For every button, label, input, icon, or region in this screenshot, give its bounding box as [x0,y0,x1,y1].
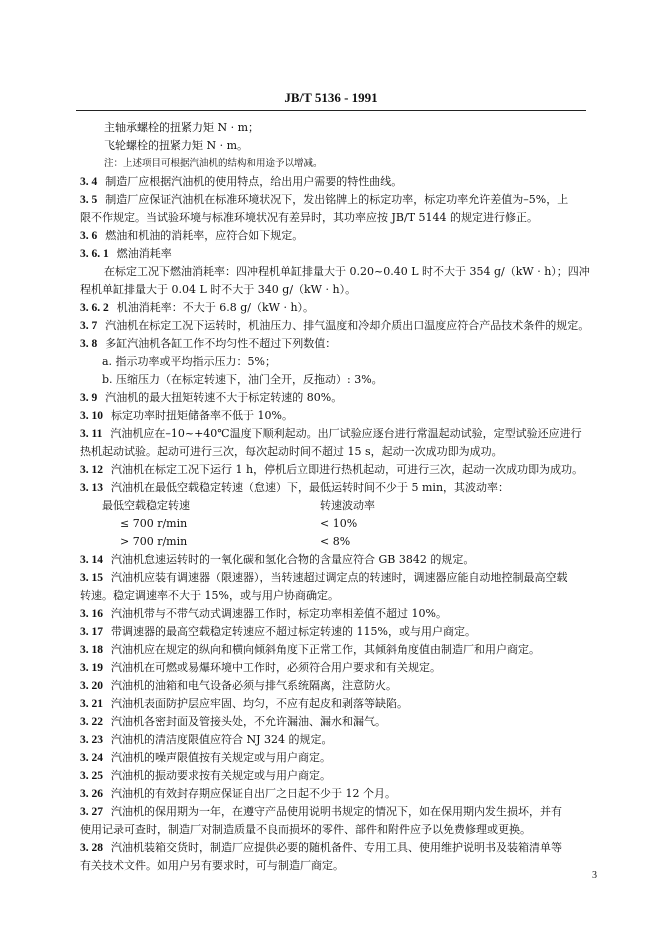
clause-3-5 [80,191,600,209]
clause-3-4 [80,173,600,191]
clause-3-21 [80,695,600,713]
clause-text: 标定功率时扭矩储备率不低于 10%。 [111,409,293,422]
clause-3-28 [80,839,600,857]
clause-text: 制造厂应根据汽油机的使用特点，给出用户需要的特性曲线。 [105,175,403,188]
clause-3-24 [80,749,600,767]
clause-number: 3. 20 [80,680,103,692]
table-row [80,533,600,551]
clause-text: 汽油机怠速运转时的一氧化碳和氢化合物的含量应符合 GB 3842 的规定。 [111,553,475,566]
clause-3-10 [80,407,600,425]
clause-number: 3. 13 [80,482,103,494]
clause-text: 汽油机在可燃或易爆环境中工作时，必须符合用户要求和有关规定。 [111,661,441,674]
clause-3-20 [80,677,600,695]
clause-text: 汽油机应装有调速器（限速器），当转速超过调定点的转速时，调速器应能自动地控制最高空载 [111,571,568,584]
clause-number: 3. 23 [80,734,103,746]
clause-3-6-2 [80,299,600,317]
clause-number: 3. 10 [80,410,103,422]
table-header-speed: 最低空载稳定转速 [102,499,190,512]
clause-number: 3. 22 [80,716,103,728]
note-text: 注：上述项目可根据汽油机的结构和用途予以增减。 [104,158,323,169]
clause-text: 在标定工况下燃油消耗率：四冲程机单缸排量大于 0.20~0.40 L 时不大于 354 g/（kW · h）；四冲 [104,265,590,278]
clause-3-13 [80,479,600,497]
clause-number: 3. 27 [80,806,103,818]
clause-text: 汽油机的噪声限值按有关规定或与用户商定。 [111,751,331,764]
clause-text: 汽油机的振动要求按有关规定或与用户商定。 [111,769,331,782]
clause-text-continued: 有关技术文件。如用户另有要求时，可与制造厂商定。 [80,859,344,872]
clause-number: 3. 19 [80,662,103,674]
list-item: a. 指示功率或平均指示压力：5%； [102,355,277,368]
clause-text-continued: 热机起动试验。起动可进行三次，每次起动时间不超过 15 s，起动一次成功即为成功。 [80,445,503,458]
clause-3-26 [80,785,600,803]
clause-3-14 [80,551,600,569]
list-item: 飞轮螺栓的扭紧力矩 N · m。 [104,139,249,152]
clause-text-continued: 程机单缸排量大于 0.04 L 时不大于 340 g/（kW · h）。 [80,283,357,296]
clause-3-11 [80,425,600,443]
table-cell-speed: ≤ 700 r/min [120,517,188,530]
header-rule [76,110,586,111]
clause-text-continued: 限不作规定。当试验环境与标准环境状况有差异时，其功率应按 JB/T 5144 的规定进行修正。 [80,211,539,224]
clause-text: 汽油机的保用期为一年，在遵守产品使用说明书规定的情况下，如在保用期内发生损坏，并有 [111,805,562,818]
clause-3-19 [80,659,600,677]
clause-text-continued: 使用记录可查时，制造厂对制造质量不良而损坏的零件、部件和附件应予以免费修理或更换。 [80,823,531,836]
standard-number-header: JB/T 5136 - 1991 [284,90,378,105]
clause-3-22 [80,713,600,731]
table-header-rate: 转速波动率 [320,499,375,512]
clause-text: 汽油机带与不带气动式调速器工作时，标定功率相差值不超过 10%。 [111,607,447,620]
clause-number: 3. 24 [80,752,103,764]
clause-number: 3. 26 [80,788,103,800]
clause-number: 3. 8 [80,338,98,350]
clause-3-25 [80,767,600,785]
clause-text: 汽油机在标定工况下运行 1 h，停机后立即进行热机起动，可进行三次，起动一次成功即为成功。 [111,463,584,476]
clause-3-27 [80,803,600,821]
clause-number: 3. 9 [80,392,98,404]
clause-3-8 [80,335,600,353]
clause-number: 3. 16 [80,608,103,620]
clause-text: 机油消耗率：不大于 6.8 g/（kW · h）。 [116,301,315,314]
clause-number: 3. 21 [80,698,103,710]
page-number: 3 [592,870,597,881]
clause-text: 多缸汽油机各缸工作不均匀性不超过下列数值： [105,337,337,350]
table-cell-rate: < 10% [320,517,358,530]
clause-3-16 [80,605,600,623]
clause-number: 3. 6. 1 [80,248,109,260]
clause-text: 汽油机应在–10~+40℃温度下顺利起动。出厂试验应逐台进行常温起动试验，定型试验还应进行 [110,427,582,440]
clause-text: 汽油机表面防护层应牢固、均匀，不应有起皮和剥落等缺陷。 [111,697,408,710]
clause-3-9 [80,389,600,407]
clause-number: 3. 18 [80,644,103,656]
clause-number: 3. 5 [80,194,98,206]
clause-3-12 [80,461,600,479]
clause-number: 3. 17 [80,626,103,638]
clause-number: 3. 14 [80,554,103,566]
clause-text: 汽油机装箱交货时，制造厂应提供必要的随机备件、专用工具、使用维护说明书及装箱清单等 [111,841,562,854]
clause-text: 汽油机的有效封存期应保证自出厂之日起不少于 12 个月。 [111,787,396,800]
clause-text: 汽油机的油箱和电气设备必须与排气系统隔离，注意防火。 [111,679,397,692]
clause-3-6 [80,227,600,245]
clause-number: 3. 4 [80,176,98,188]
clause-text: 汽油机应在规定的纵向和横向倾斜角度下正常工作，其倾斜角度值由制造厂和用户商定。 [111,643,540,656]
table-cell-rate: < 8% [320,535,351,548]
clause-number: 3. 6. 2 [80,302,109,314]
list-item: b. 压缩压力（在标定转速下，油门全开，反拖动）: 3%。 [102,373,383,386]
clause-text: 汽油机在最低空载稳定转速（怠速）下，最低运转时间不少于 5 min，其波动率： [111,481,510,494]
table-row [80,515,600,533]
clause-number: 3. 11 [80,428,103,440]
clause-number: 3. 25 [80,770,103,782]
clause-text-continued: 转速。稳定调速率不大于 15%，或与用户协商确定。 [80,589,339,602]
table-header-row [80,497,600,515]
document-body [80,119,600,875]
clause-3-7 [80,317,600,335]
list-item: 主轴承螺栓的扭紧力矩 N · m； [104,121,260,134]
clause-number: 3. 7 [80,320,98,332]
clause-number: 3. 6 [80,230,98,242]
clause-3-17 [80,623,600,641]
clause-text: 制造厂应保证汽油机在标准环境状况下，发出铭牌上的标定功率，标定功率允许差值为–5%，上 [105,193,569,206]
clause-3-23 [80,731,600,749]
clause-number: 3. 28 [80,842,103,854]
clause-text: 燃油和机油的消耗率，应符合如下规定。 [105,229,304,242]
table-cell-speed: > 700 r/min [120,535,188,548]
clause-title: 燃油消耗率 [116,247,172,260]
clause-text: 汽油机的最大扭矩转速不大于标定转速的 80%。 [105,391,343,404]
clause-text: 汽油机的清洁度限值应符合 NJ 324 的规定。 [111,733,333,746]
clause-text: 汽油机在标定工况下运转时，机油压力、排气温度和冷却介质出口温度应符合产品技术条件的规定。 [105,319,590,332]
clause-number: 3. 12 [80,464,103,476]
clause-text: 带调速器的最高空载稳定转速应不超过标定转速的 115%，或与用户商定。 [111,625,476,638]
clause-number: 3. 15 [80,572,103,584]
clause-3-18 [80,641,600,659]
clause-text: 汽油机各密封面及管接头处，不允许漏油、漏水和漏气。 [111,715,386,728]
clause-3-6-1 [80,245,600,263]
clause-3-15 [80,569,600,587]
